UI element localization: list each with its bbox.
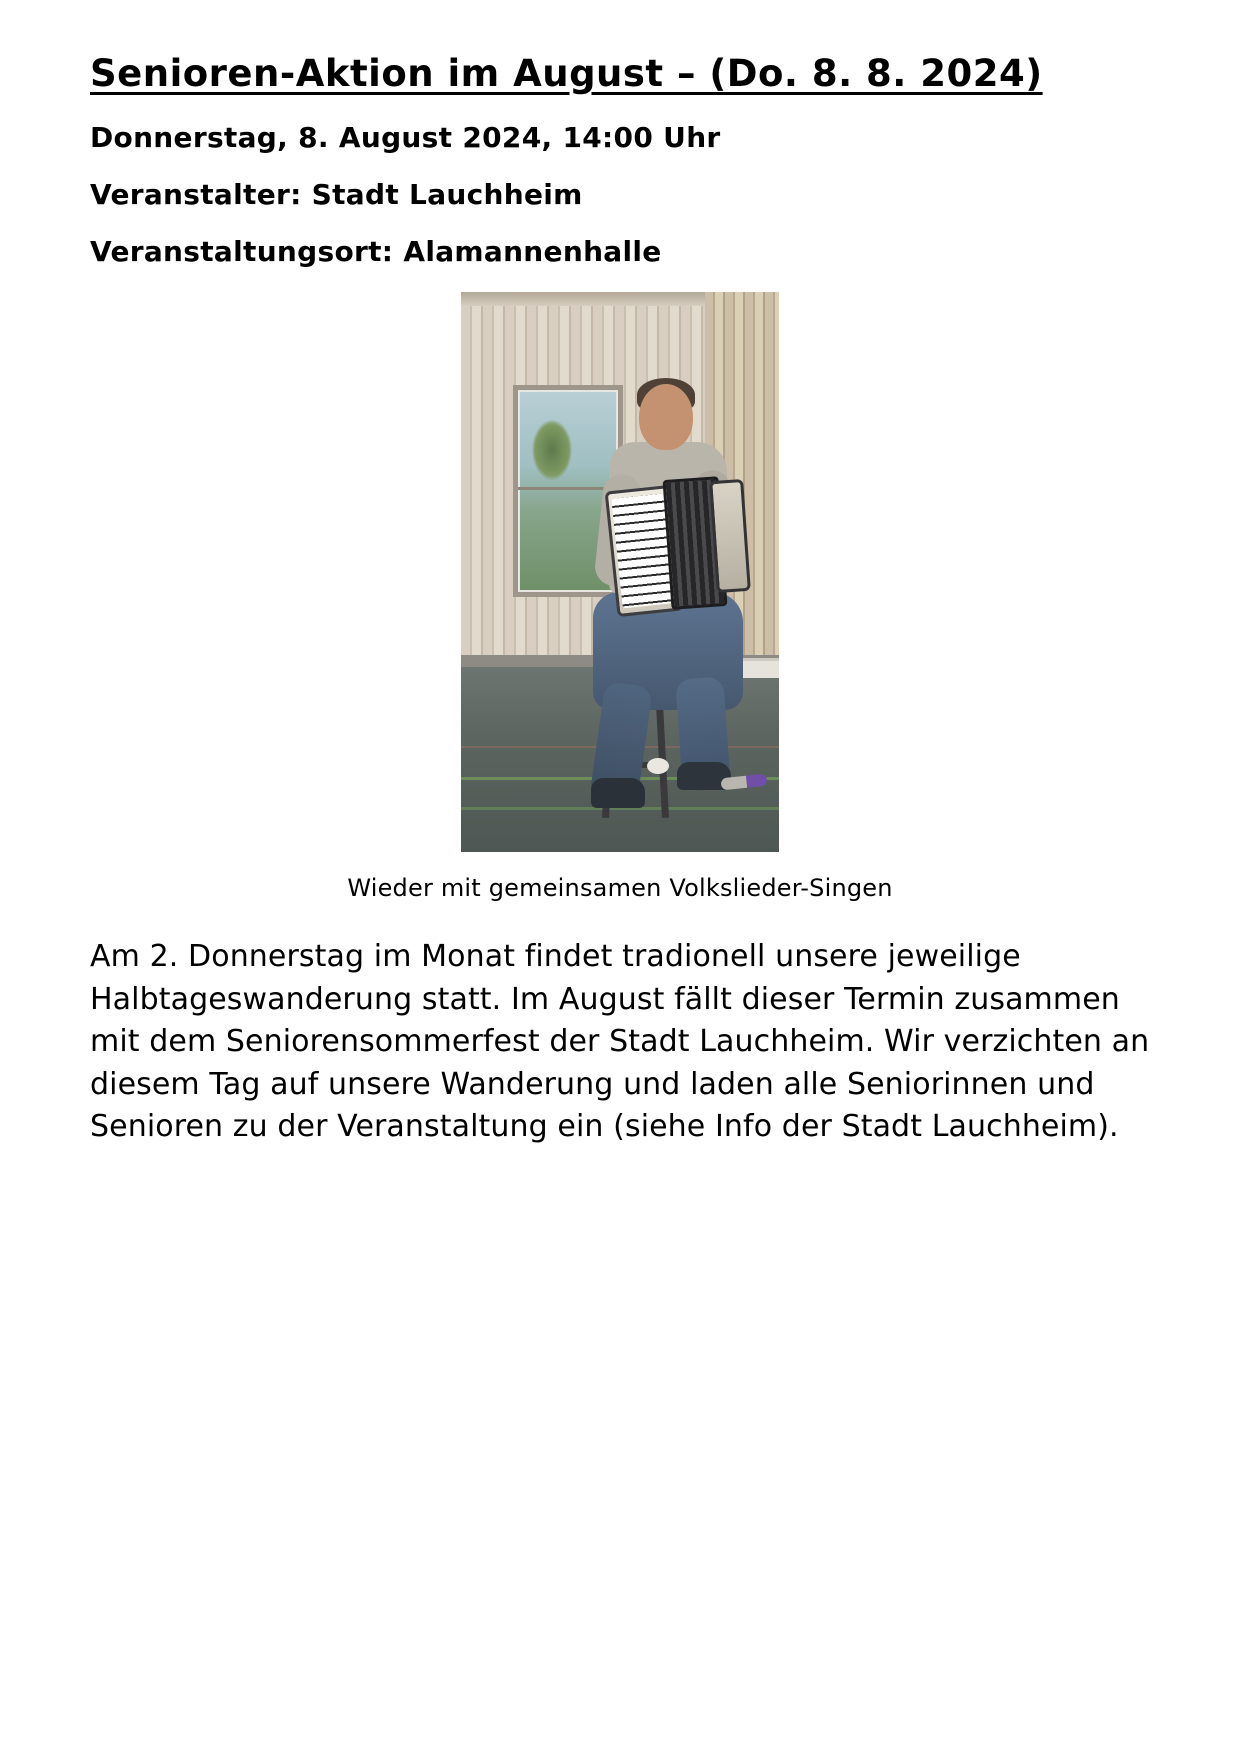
event-location: Veranstaltungsort: Alamannenhalle xyxy=(90,235,662,268)
event-photo xyxy=(461,292,779,852)
window-tree xyxy=(532,420,572,480)
event-organizer: Veranstalter: Stadt Lauchheim xyxy=(90,178,583,211)
floor-prop-flower xyxy=(647,758,669,774)
musician-shoe-left xyxy=(591,778,645,808)
musician-head xyxy=(639,384,693,450)
body-paragraph: Am 2. Donnerstag im Monat findet tradionell unsere jeweilige Halbtageswanderung statt. Im August fällt dieser Termin zusammen mit dem Seniorensommerfest der Stadt Lauchheim. Wir verzichten an diesem Tag auf unsere Wanderung und laden alle Seniorinnen und Senioren zu der Veranstaltung ein (siehe Info der Stadt Lauchheim). xyxy=(90,939,1150,1145)
event-datetime: Donnerstag, 8. August 2024, 14:00 Uhr xyxy=(90,121,721,154)
photo-caption: Wieder mit gemeinsamen Volkslieder-Singen xyxy=(347,874,893,902)
page-title: Senioren-Aktion im August – (Do. 8. 8. 2024) xyxy=(90,52,1043,95)
photo-container xyxy=(90,292,1150,852)
